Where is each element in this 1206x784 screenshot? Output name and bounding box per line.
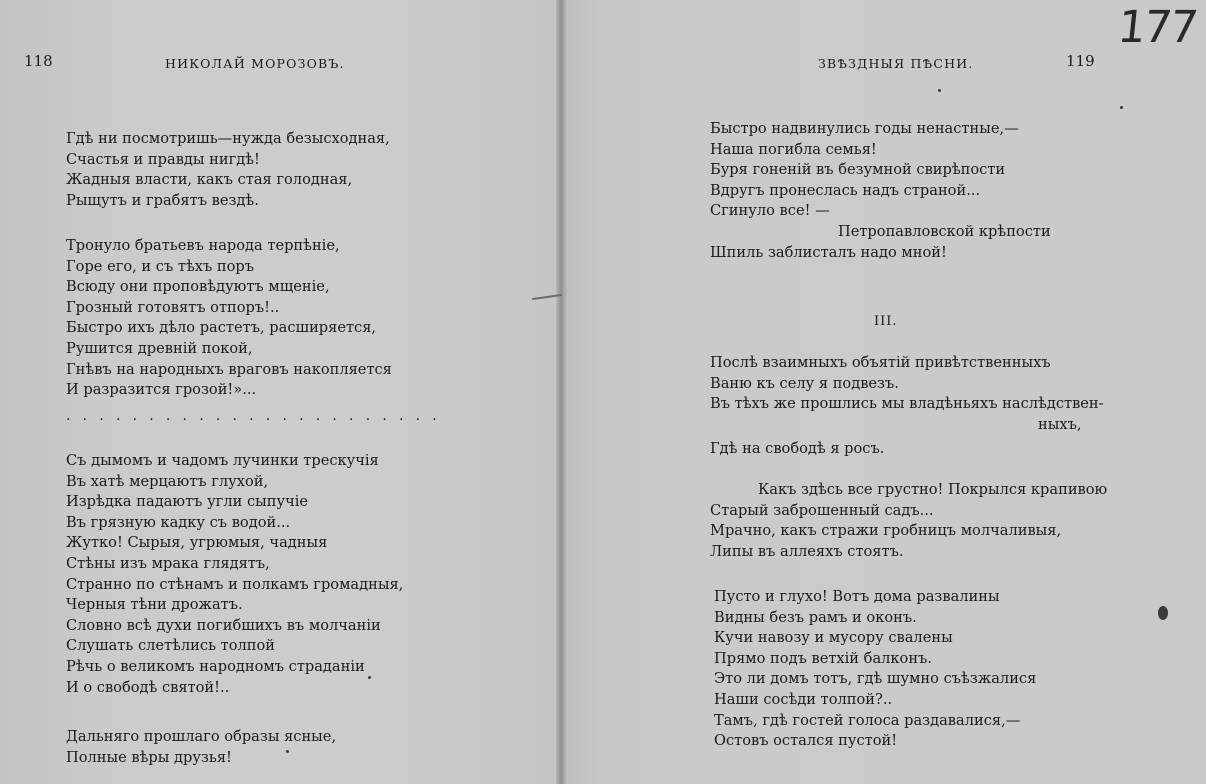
verse-line: Полные вѣры друзья! xyxy=(66,748,232,766)
section-number: III. xyxy=(874,314,898,329)
verse-line: Видны безъ рамъ и оконъ. xyxy=(714,608,917,626)
verse-line: Жадныя власти, какъ стая голодная, xyxy=(66,171,353,189)
verse-line: Прямо подъ ветхій балконъ. xyxy=(714,649,932,667)
right-stanza-2 xyxy=(710,353,1104,460)
right-stanza-4 xyxy=(714,587,1036,752)
right-stanza-3 xyxy=(710,480,1107,562)
verse-line: Быстро ихъ дѣло растетъ, расширяется, xyxy=(66,319,377,337)
paper-speck xyxy=(286,750,289,753)
paper-speck xyxy=(938,89,941,92)
verse-line: Какъ здѣсь все грустно! Покрылся крапивою xyxy=(758,481,1108,498)
verse-line: Грозный готовятъ отпоръ!.. xyxy=(66,298,280,316)
left-stanza-4 xyxy=(66,727,336,768)
verse-line: Гдѣ ни посмотришь—нужда безысходная, xyxy=(66,130,390,147)
verse-line: Въ грязную кадку съ водой... xyxy=(66,513,291,531)
verse-line: Всюду они проповѣдуютъ мщеніе, xyxy=(66,278,330,296)
verse-line: Вдругъ пронеслась надъ страной... xyxy=(710,181,981,199)
verse-line: Остовъ остался пустой! xyxy=(714,732,898,750)
verse-line: Тронуло братьевъ народа терпѣніе, xyxy=(66,237,340,254)
verse-line: Тамъ, гдѣ гостей голоса раздавалися,— xyxy=(714,711,1021,729)
verse-line: Дальняго прошлаго образы ясные, xyxy=(66,728,337,745)
verse-line: Шпиль заблисталъ надо мной! xyxy=(710,243,947,261)
handwritten-page-mark: 177 xyxy=(1115,2,1199,53)
verse-line: Въ тѣхъ же прошлись мы владѣньяхъ наслѣдствен- xyxy=(710,395,1104,413)
verse-line: Рыщутъ и грабятъ вездѣ. xyxy=(66,191,259,209)
verse-line: Гнѣвъ на народныхъ враговъ накопляется xyxy=(66,360,392,378)
verse-line: Словно всѣ духи погибшихъ въ молчаніи xyxy=(66,616,381,634)
verse-line: Странно по стѣнамъ и полкамъ громадныя, xyxy=(66,575,404,593)
verse-line: Въ хатѣ мерцаютъ глухой, xyxy=(66,472,269,490)
ink-blot xyxy=(1158,606,1168,620)
verse-line: Гдѣ на свободѣ я росъ. xyxy=(710,440,885,458)
running-head-left: НИКОЛАЙ МОРОЗОВЪ. xyxy=(165,56,345,71)
verse-line: Слушать слетѣлись толпой xyxy=(66,637,276,655)
verse-line: Пусто и глухо! Вотъ дома развалины xyxy=(714,588,1000,605)
verse-line: Это ли домъ тотъ, гдѣ шумно съѣзжалися xyxy=(714,670,1037,688)
verse-line: Изрѣдка падаютъ угли сыпучіе xyxy=(66,493,309,511)
right-stanza-1 xyxy=(710,119,1051,263)
verse-line: И разразится грозой!»... xyxy=(66,381,257,399)
verse-line: Рушится древній покой, xyxy=(66,339,253,357)
verse-line: Наши сосѣди толпой?.. xyxy=(714,690,893,708)
verse-line: Счастья и правды нигдѣ! xyxy=(66,150,260,168)
verse-line: Рѣчь о великомъ народномъ страданіи xyxy=(66,657,365,675)
book-gutter xyxy=(556,0,568,784)
verse-line: Горе его, и съ тѣхъ поръ xyxy=(66,257,255,275)
paper-speck xyxy=(368,676,371,679)
verse-line: Сгинуло все! — xyxy=(710,202,830,220)
verse-line: Кучи навозу и мусору свалены xyxy=(714,629,953,647)
verse-line: Жутко! Сырыя, угрюмыя, чадныя xyxy=(66,534,328,552)
verse-line: Мрачно, какъ стражи гробницъ молчаливыя, xyxy=(710,522,1062,540)
verse-line: Ваню къ селу я подвезъ. xyxy=(710,374,899,392)
verse-line: Стѣны изъ мрака глядятъ, xyxy=(66,554,270,572)
page-number-right: 119 xyxy=(1066,52,1095,70)
page-number-left: 118 xyxy=(24,52,53,70)
left-stanza-2 xyxy=(66,236,392,401)
verse-line: Липы въ аллеяхъ стоятъ. xyxy=(710,542,904,560)
paper-speck xyxy=(1120,106,1123,109)
left-stanza-3 xyxy=(66,451,403,698)
verse-line: Послѣ взаимныхъ объятій привѣтственныхъ xyxy=(710,354,1051,371)
verse-line-indented: Петропавловской крѣпости xyxy=(838,222,1051,240)
verse-line: Съ дымомъ и чадомъ лучинки трескучія xyxy=(66,452,379,469)
verse-line: Старый заброшенный садъ... xyxy=(710,501,934,519)
verse-line: Наша погибла семья! xyxy=(710,140,877,158)
left-stanza-1 xyxy=(66,129,390,211)
dotted-separator: ······················· xyxy=(66,412,449,428)
running-head-right: ЗВѢЗДНЫЯ ПѢСНИ. xyxy=(818,56,974,71)
verse-line: Буря гоненій въ безумной свирѣпости xyxy=(710,161,1006,179)
verse-line: Быстро надвинулись годы ненастные,— xyxy=(710,120,1019,137)
verse-line: Черныя тѣни дрожатъ. xyxy=(66,596,243,614)
verse-line-continuation: ныхъ, xyxy=(1038,415,1082,433)
verse-line: И о свободѣ святой!.. xyxy=(66,678,230,696)
